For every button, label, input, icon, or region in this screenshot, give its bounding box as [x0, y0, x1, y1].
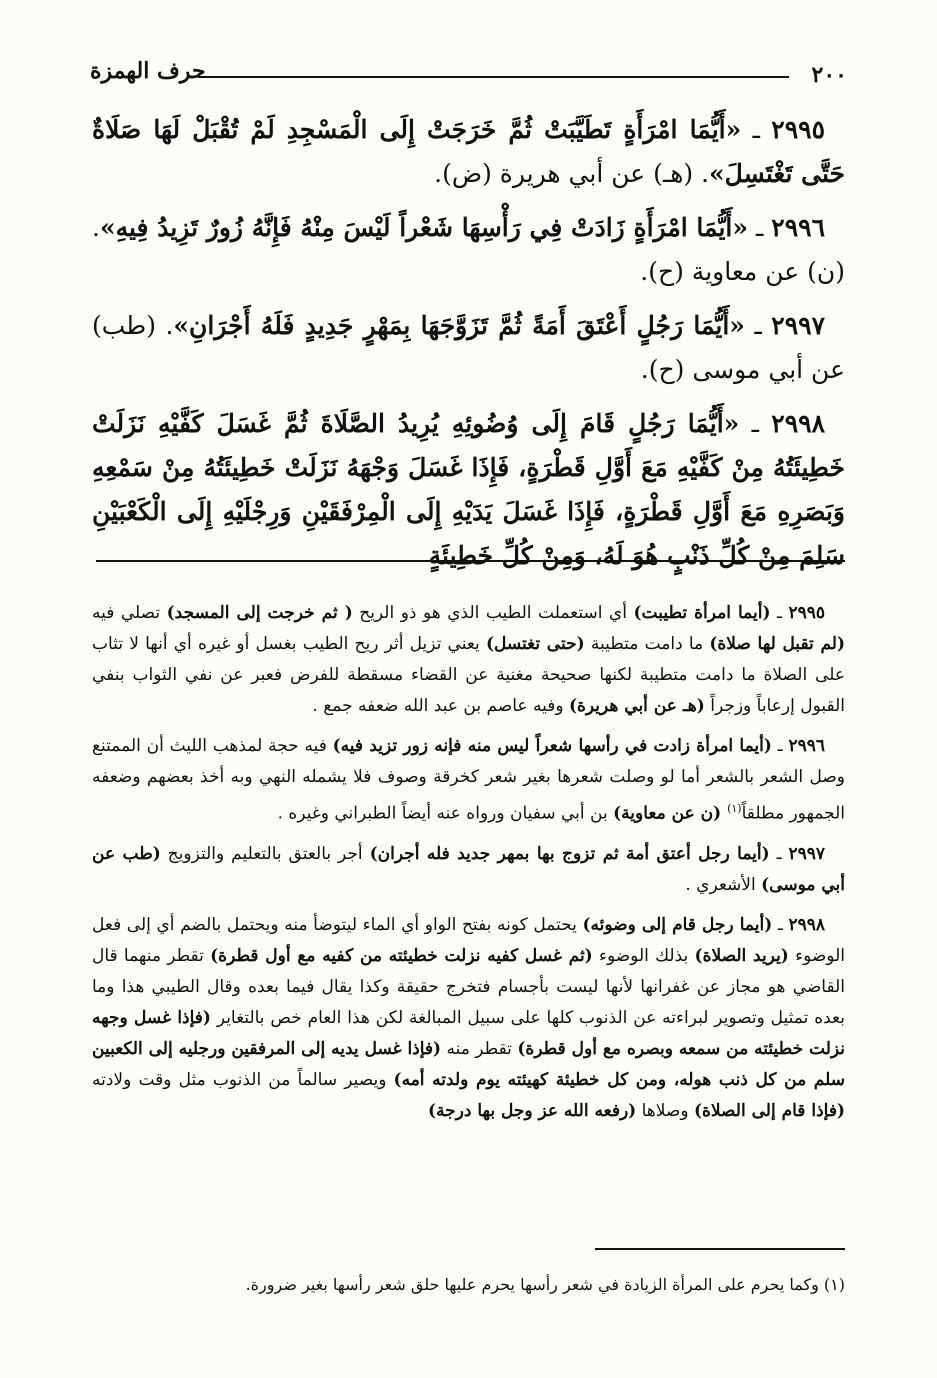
- hadith-source: . (هـ) عن أبي هريرة (ض).: [434, 159, 710, 188]
- commentary-number: ٢٩٩٨: [788, 914, 825, 935]
- explanation-text: يعني تزيل أثر ريح الطيب بغسل أو غيره أي أنها لا تثاب على الصلاة ما دامت متطيبة لكنها صحيحة مغنية عن القضاء مسقطة للفرض فعبر عن نفي الثواب بنفي القبول إرعاباً وزجراً: [92, 634, 845, 716]
- explanation-text: تصلي فيه: [92, 603, 167, 623]
- hadith-matn: «أَيُّمَا رَجُلٍ أَعْتَقَ أَمَةً ثُمَّ تَزَوَّجَهَا بِمَهْرٍ جَدِيدٍ فَلَهُ أَجْرَانِ»: [173, 311, 745, 340]
- hadith-matn: «أَيُّمَا امْرَأَةٍ تَطَيَّبَتْ ثُمَّ خَرَجَتْ إِلَى الْمَسْجِدِ لَمْ تُقْبَلْ لَهَا صَلَاةٌ حَتَّى تَغْتَسِلَ»: [92, 115, 845, 188]
- explanation-text: تقطر منهما قال القاضي هو مجاز عن غفرانها لأنها ليست بأجسام فتخرج حقيقة وكذا يقال فيما بعده وقال الطيبي هذا وما بعده تمثيل وتصوير لبراءته عن الذنوب كلها على سبيل المبالغة لكن هذا العام خص بالتغاير: [92, 945, 845, 1028]
- quoted-phrase: (ن عن معاوية): [613, 803, 728, 824]
- explanation-text: وفيه عاصم بن عبد الله ضعفه جمع .: [312, 696, 569, 716]
- quoted-phrase: (أيما امرأة تطيبت): [633, 603, 771, 623]
- commentary-block: [92, 598, 845, 1136]
- dash: ـ: [770, 603, 789, 623]
- quoted-phrase: (هـ عن أبي هريرة): [568, 696, 705, 716]
- explanation-text: أجر بالعتق بالتعليم والتزويج: [160, 843, 370, 864]
- quoted-phrase: (أيما رجل قام إلى وضوئه): [582, 914, 773, 935]
- hadith-entry: [92, 108, 845, 196]
- footnote-rule: [595, 1248, 845, 1250]
- commentary-number: ٢٩٩٥: [788, 603, 825, 623]
- explanation-text: ما دامت متطيبة: [584, 634, 710, 654]
- commentary-entry: [92, 839, 845, 901]
- quoted-phrase: (حتى تغتسل): [485, 634, 585, 654]
- commentary-entry: [92, 598, 845, 722]
- explanation-text: يحتمل كونه بفتح الواو أي الماء ليتوضأ منه ويحتمل بالضم أي إلى فعل الوضوء: [92, 914, 845, 966]
- commentary-entry: [92, 910, 845, 1127]
- dash: ـ: [744, 311, 762, 340]
- explanation-text: تقطر منه: [441, 1038, 518, 1059]
- commentary-number: ٢٩٩٧: [788, 843, 825, 864]
- quoted-phrase: (ثم غسل كفيه نزلت خطيئته من كفيه مع أول قطرة): [210, 945, 593, 966]
- quoted-phrase: (فإذا قام إلى الصلاة): [693, 1100, 845, 1121]
- dash: ـ: [772, 914, 789, 935]
- dash: ـ: [771, 736, 789, 756]
- hadith-source: . (طب) عن أبي موسى (ح).: [92, 311, 845, 384]
- explanation-text: فيه حجة لمذهب الليث أن الممتنع وصل الشعر بالشعر أما لو وصلت شعرها بغير شعر كخرقة وصوف فلا يشمله النهي وبه أخذ بعضهم وضعفه الجمهور مطلقاً: [92, 736, 845, 824]
- dash: ـ: [769, 843, 789, 864]
- hadith-source: . (ن) عن معاوية (ح).: [92, 213, 845, 286]
- quoted-phrase: (يريد الصلاة): [694, 945, 789, 966]
- hadith-entry: [92, 304, 845, 392]
- page-header: [90, 52, 847, 92]
- header-rule: [198, 76, 789, 78]
- explanation-text: بذلك الوضوء: [592, 945, 695, 966]
- main-separator-rule: [96, 560, 845, 562]
- hadith-number: ٢٩٩٦: [771, 213, 826, 242]
- explanation-text: أي استعملت الطيب الذي هو ذو الريح: [352, 603, 634, 623]
- quoted-phrase: (فإذا غسل يديه إلى المرفقين ورجليه إلى الكعبين سلم من كل ذنب هوله، ومن كل خطيئة كهيئته يوم ولدته أمه): [92, 1038, 845, 1090]
- hadith-number: ٢٩٩٧: [771, 311, 825, 340]
- footnote-reference: (١): [727, 802, 742, 815]
- quoted-phrase: (لم تقبل لها صلاة): [709, 634, 846, 654]
- hadith-matn: «أَيُّمَا امْرَأَةٍ زَادَتْ فِي رَأْسِهَا شَعْراً لَيْسَ مِنْهُ فَإِنَّهُ زُورٌ تَزِيدُ فِيهِ»: [99, 213, 748, 242]
- quoted-phrase: (فإذا غسل وجهه نزلت خطيئته من سمعه وبصره مع أول قطرة): [92, 1007, 845, 1059]
- hadith-number: ٢٩٩٥: [771, 115, 825, 144]
- hadith-matn: «أَيُّمَا رَجُلٍ قَامَ إِلَى وُضُوئِهِ يُرِيدُ الصَّلَاةَ ثُمَّ غَسَلَ كَفَّيْهِ نَزَلَتْ خَطِيئَتُهُ مِنْ كَفَّيْهِ مَعَ أَوَّلِ قَطْرَةٍ، فَإِذَا غَسَلَ وَجْهَهُ نَزَلَتْ خَطِيئَتُهُ مِنْ سَمْعِهِ وَبَصَرِهِ مَعَ أَوَّلِ قَطْرَةٍ، فَإِذَا غَسَلَ يَدَيْهِ إِلَى الْمِرْفَقَيْنِ وَرِجْلَيْهِ إِلَى الْكَعْبَيْنِ سَلِمَ مِنْ كُلِّ ذَنْبٍ هُوَ لَهُ، وَمِنْ كُلِّ خَطِيئَةٍ: [92, 409, 845, 570]
- dash: ـ: [748, 213, 764, 242]
- dash: ـ: [739, 409, 759, 438]
- quoted-phrase: ( ثم خرجت إلى المسجد): [166, 603, 353, 623]
- chapter-title: حرف الهمزة: [90, 58, 206, 84]
- quoted-phrase: (رفعه الله عز وجل بها درجة): [427, 1100, 637, 1121]
- commentary-number: ٢٩٩٦: [788, 736, 825, 756]
- explanation-text: الأشعري .: [685, 874, 762, 895]
- hadith-text-block: [92, 108, 845, 588]
- quoted-phrase: (طب عن أبي موسى): [92, 843, 845, 895]
- explanation-text: وصلاها: [636, 1100, 694, 1121]
- footnote: (١) وكما يحرم على المرأة الزيادة في شعر رأسها يحرم عليها حلق شعر رأسها بغير ضرورة.: [245, 1275, 845, 1294]
- quoted-phrase: (أيما امرأة زادت في رأسها شعراً ليس منه فإنه زور تزيد فيه): [332, 736, 772, 756]
- dash: ـ: [741, 115, 760, 144]
- hadith-number: ٢٩٩٨: [771, 409, 825, 438]
- quoted-phrase: (أيما رجل أعتق أمة ثم تزوج بها بمهر جديد فله أجران): [369, 843, 770, 864]
- explanation-text: بن أبي سفيان ورواه عنه أيضاً الطبراني وغيره .: [277, 803, 614, 824]
- hadith-entry: [92, 402, 845, 578]
- page-number: ٢٠٠: [811, 62, 847, 88]
- explanation-text: ويصير سالماً من الذنوب مثل وقت ولادته: [92, 1069, 394, 1090]
- commentary-entry: [92, 731, 845, 830]
- hadith-entry: [92, 206, 845, 294]
